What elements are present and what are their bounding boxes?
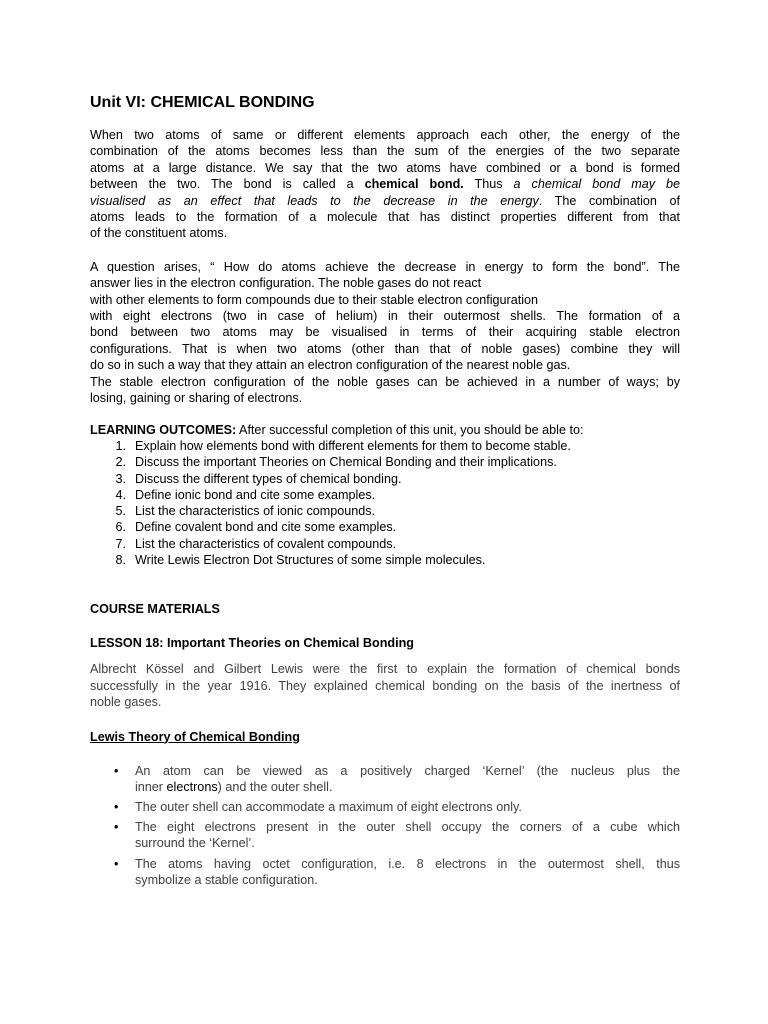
list-number: 8. xyxy=(115,552,126,567)
text-line: configurations. That is when two atoms (other than that of noble gases) combine they will xyxy=(90,341,680,356)
list-item-text: Explain how elements bond with different elements for them to become stable. xyxy=(135,438,571,453)
text-run: inner xyxy=(135,779,167,794)
text-line: noble gases. xyxy=(90,695,162,710)
text-line xyxy=(90,176,680,192)
bullet-icon: • xyxy=(114,763,119,778)
list-item xyxy=(90,519,680,535)
document-page xyxy=(90,93,680,892)
text-run: ) and the outer shell. xyxy=(217,779,333,794)
list-item xyxy=(90,819,680,851)
text-line: The stable electron configuration of the noble gases can be achieved in a number of ways; by xyxy=(90,374,680,389)
text-line: atoms leads to the formation of a molecule that has distinct properties different from that xyxy=(90,210,680,225)
learning-outcomes xyxy=(90,422,680,438)
text-line: of the constituent atoms. xyxy=(90,226,228,241)
list-item xyxy=(90,438,680,454)
text-line: answer lies in the electron configuration. The noble gases do not react xyxy=(90,276,482,291)
text-run: After successful completion of this unit, you should be able to: xyxy=(236,422,584,437)
text-line: The eight electrons present in the outer shell occupy the corners of a cube which xyxy=(135,820,680,835)
text-line: successfully in the year 1916. They explained chemical bonding on the basis of the inertness of xyxy=(90,678,680,693)
bullet-icon: • xyxy=(114,856,119,871)
learning-outcomes-intro xyxy=(90,422,680,438)
electrons-term: electrons xyxy=(166,779,218,794)
text-line xyxy=(135,779,680,795)
list-number: 7. xyxy=(115,536,126,551)
text-line: atoms at a large distance. We say that the two atoms have combined or a bond is formed xyxy=(90,160,680,175)
text-line: combination of the atoms becomes less than the sum of the energies of the two separate xyxy=(90,144,680,159)
italic-run: visualised as an effect that leads to the decrease in the energy xyxy=(90,193,539,208)
text-run: between the two. The bond is called a xyxy=(90,177,365,192)
text-line: with eight electrons (two in case of helium) in their outermost shells. The formation of a xyxy=(90,309,680,324)
text-run: Thus xyxy=(463,177,514,192)
list-item-text: Write Lewis Electron Dot Structures of some simple molecules. xyxy=(135,552,486,567)
list-item xyxy=(90,552,680,568)
chemical-bond-term: chemical bond. xyxy=(364,177,464,192)
list-item xyxy=(90,763,680,795)
lesson-heading: LESSON 18: Important Theories on Chemical Bonding xyxy=(90,636,414,651)
list-item xyxy=(90,536,680,552)
list-item-text: Define covalent bond and cite some examples. xyxy=(135,520,397,535)
list-item xyxy=(90,487,680,503)
text-line: do so in such a way that they attain an electron configuration of the nearest noble gas. xyxy=(90,358,571,373)
text-line: When two atoms of same or different elements approach each other, the energy of the xyxy=(90,128,680,142)
text-run: . The combination of xyxy=(538,193,680,208)
text-line: An atom can be viewed as a positively charged ‘Kernel’ (the nucleus plus the xyxy=(135,763,680,778)
italic-run: a chemical bond may be xyxy=(513,177,680,192)
list-item-text: List the characteristics of ionic compounds. xyxy=(135,504,376,519)
learning-outcomes-list xyxy=(90,438,680,568)
text-line: surround the ‘Kernel’. xyxy=(135,836,255,851)
bullet-icon: • xyxy=(114,799,119,814)
page-title: Unit VI: CHEMICAL BONDING xyxy=(90,94,315,111)
list-item-text: Discuss the different types of chemical bonding. xyxy=(135,471,402,486)
list-number: 1. xyxy=(115,438,126,453)
list-item-text: Define ionic bond and cite some examples. xyxy=(135,487,376,502)
lewis-theory-bullets xyxy=(90,763,680,888)
text-line: bond between two atoms may be visualised in terms of their acquiring stable electron xyxy=(90,325,680,340)
text-line: The outer shell can accommodate a maximum of eight electrons only. xyxy=(135,799,522,814)
lewis-theory-heading: Lewis Theory of Chemical Bonding xyxy=(90,729,300,744)
question-paragraph xyxy=(90,259,680,407)
list-item xyxy=(90,454,680,470)
text-line: symbolize a stable configuration. xyxy=(135,872,318,887)
list-number: 5. xyxy=(115,504,126,519)
list-number: 4. xyxy=(115,487,126,502)
bullet-icon: • xyxy=(114,820,119,835)
intro-paragraph xyxy=(90,127,680,242)
learning-outcomes-heading: LEARNING OUTCOMES: xyxy=(90,422,237,437)
text-line: with other elements to form compounds due to their stable electron configuration xyxy=(90,292,539,307)
list-number: 2. xyxy=(115,455,126,470)
list-number: 3. xyxy=(115,471,126,486)
text-line: A question arises, “ How do atoms achieve the decrease in energy to form the bond”. The xyxy=(90,259,680,274)
list-item xyxy=(90,856,680,888)
list-item-text: List the characteristics of covalent compounds. xyxy=(135,536,397,551)
lesson-paragraph xyxy=(90,661,680,710)
text-line: The atoms having octet configuration, i.e. 8 electrons in the outermost shell, thus xyxy=(135,856,680,871)
text-line: losing, gaining or sharing of electrons. xyxy=(90,391,303,406)
list-item xyxy=(90,799,680,815)
list-item xyxy=(90,503,680,519)
text-line: Albrecht Kössel and Gilbert Lewis were the first to explain the formation of chemical bonds xyxy=(90,662,680,677)
list-item-text: Discuss the important Theories on Chemical Bonding and their implications. xyxy=(135,455,557,470)
list-number: 6. xyxy=(115,520,126,535)
list-item xyxy=(90,471,680,487)
course-materials-heading: COURSE MATERIALS xyxy=(90,602,220,617)
text-line xyxy=(90,193,680,209)
